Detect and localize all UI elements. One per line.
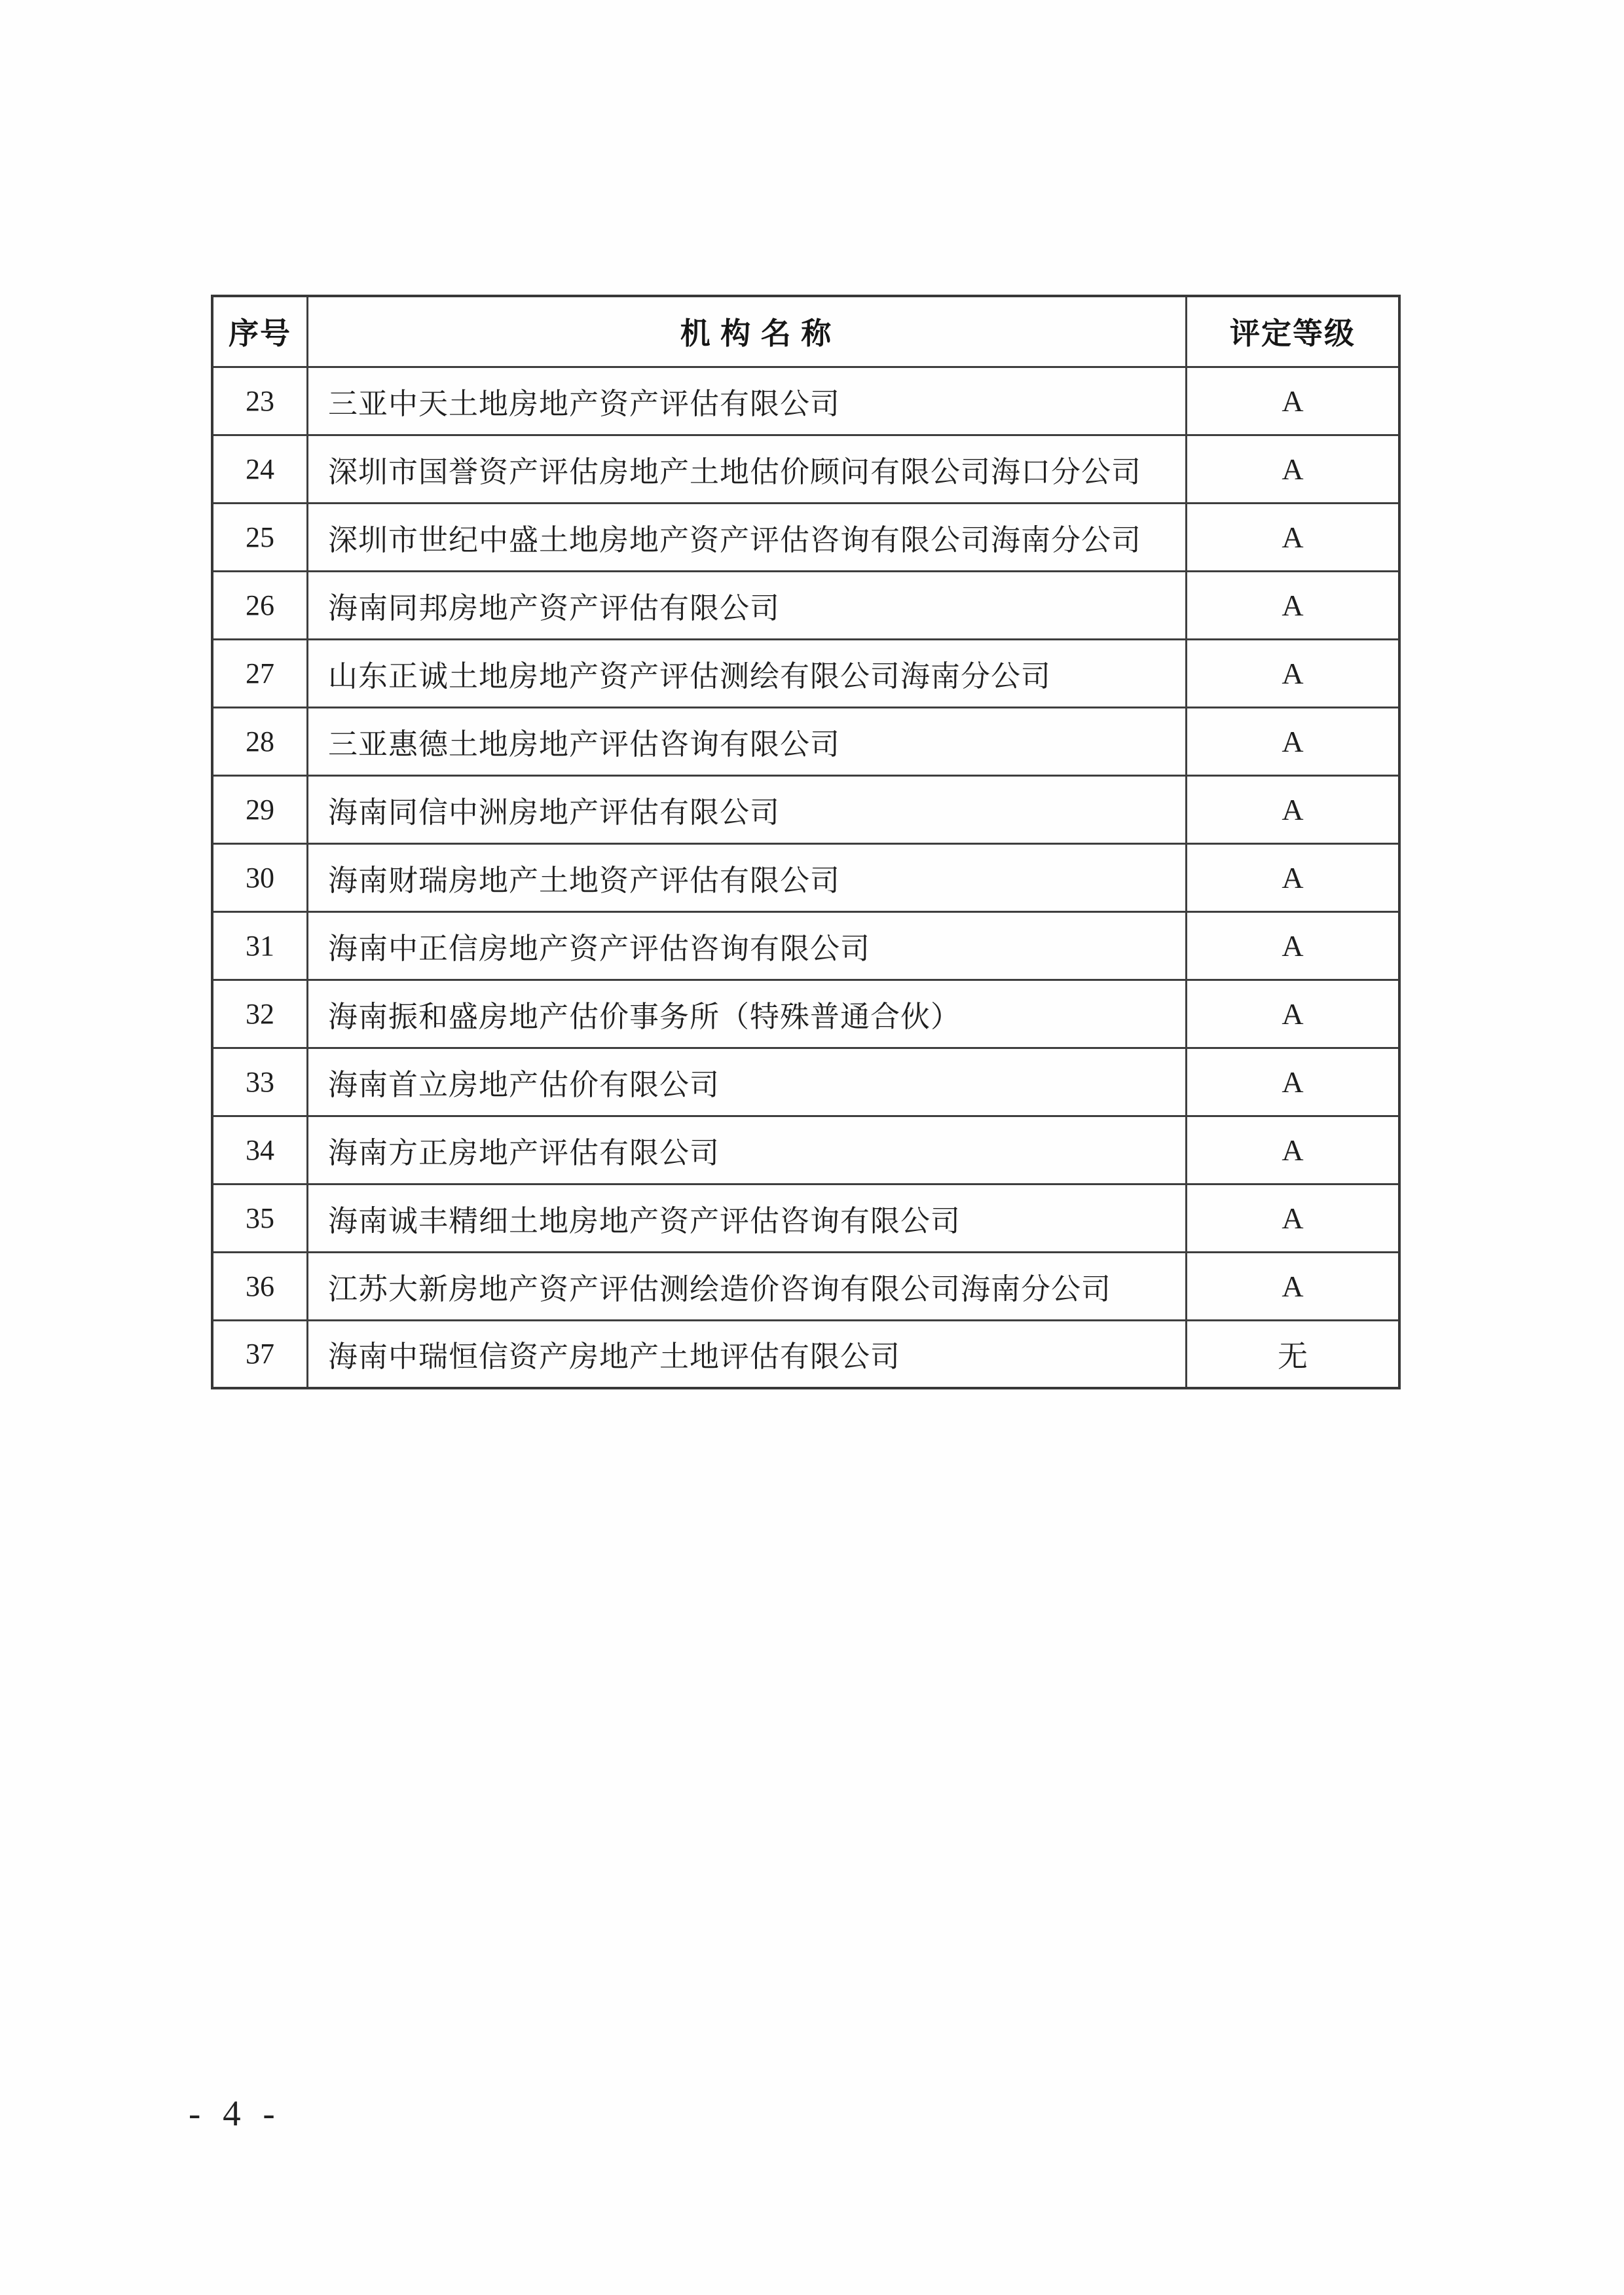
index-cell: 30: [212, 843, 308, 911]
grade-cell: A: [1187, 1252, 1400, 1320]
institution-name-cell: 海南中瑞恒信资产房地产土地评估有限公司: [308, 1320, 1187, 1388]
institution-name-cell: 江苏大新房地产资产评估测绘造价咨询有限公司海南分公司: [308, 1252, 1187, 1320]
index-cell: 23: [212, 367, 308, 435]
rating-table: [211, 295, 1401, 1389]
grade-cell: A: [1187, 571, 1400, 639]
grade-cell: A: [1187, 707, 1400, 775]
table-row: [212, 503, 1399, 571]
grade-cell: A: [1187, 911, 1400, 980]
institution-name-cell: 海南振和盛房地产估价事务所（特殊普通合伙）: [308, 980, 1187, 1048]
institution-name-cell: 山东正诚土地房地产资产评估测绘有限公司海南分公司: [308, 639, 1187, 707]
table-row: [212, 367, 1399, 435]
index-cell: 33: [212, 1048, 308, 1116]
index-cell: 27: [212, 639, 308, 707]
institution-name-cell: 三亚惠德土地房地产评估咨询有限公司: [308, 707, 1187, 775]
index-cell: 26: [212, 571, 308, 639]
grade-cell: 无: [1187, 1320, 1400, 1388]
institution-name-cell: 海南诚丰精细土地房地产资产评估咨询有限公司: [308, 1184, 1187, 1252]
institution-name-cell: 海南财瑞房地产土地资产评估有限公司: [308, 843, 1187, 911]
header-grade: 评定等级: [1187, 296, 1400, 367]
index-cell: 36: [212, 1252, 308, 1320]
index-cell: 35: [212, 1184, 308, 1252]
table-row: [212, 911, 1399, 980]
grade-cell: A: [1187, 367, 1400, 435]
table-row: [212, 980, 1399, 1048]
institution-name-cell: 深圳市世纪中盛土地房地产资产评估咨询有限公司海南分公司: [308, 503, 1187, 571]
grade-cell: A: [1187, 980, 1400, 1048]
table-row: [212, 707, 1399, 775]
institution-name-cell: 海南方正房地产评估有限公司: [308, 1116, 1187, 1184]
institution-name-cell: 海南同邦房地产资产评估有限公司: [308, 571, 1187, 639]
header-row: [212, 296, 1399, 367]
index-cell: 31: [212, 911, 308, 980]
table-row: [212, 1184, 1399, 1252]
grade-cell: A: [1187, 843, 1400, 911]
index-cell: 34: [212, 1116, 308, 1184]
institution-name-cell: 海南中正信房地产资产评估咨询有限公司: [308, 911, 1187, 980]
rating-table-header: [212, 296, 1399, 367]
header-index: 序号: [212, 296, 308, 367]
index-cell: 24: [212, 435, 308, 503]
index-cell: 28: [212, 707, 308, 775]
institution-name-cell: 三亚中天土地房地产资产评估有限公司: [308, 367, 1187, 435]
index-cell: 37: [212, 1320, 308, 1388]
table-row: [212, 843, 1399, 911]
grade-cell: A: [1187, 1116, 1400, 1184]
grade-cell: A: [1187, 435, 1400, 503]
institution-name-cell: 海南首立房地产估价有限公司: [308, 1048, 1187, 1116]
table-row: [212, 1320, 1399, 1388]
table-row: [212, 1116, 1399, 1184]
grade-cell: A: [1187, 775, 1400, 843]
grade-cell: A: [1187, 1048, 1400, 1116]
header-institution-name: 机 构 名 称: [308, 296, 1187, 367]
index-cell: 25: [212, 503, 308, 571]
grade-cell: A: [1187, 639, 1400, 707]
institution-name-cell: 深圳市国誉资产评估房地产土地估价顾问有限公司海口分公司: [308, 435, 1187, 503]
table-body: [212, 367, 1399, 1388]
table-row: [212, 571, 1399, 639]
index-cell: 29: [212, 775, 308, 843]
table-row: [212, 1252, 1399, 1320]
page-number: - 4 -: [189, 2093, 282, 2133]
index-cell: 32: [212, 980, 308, 1048]
grade-cell: A: [1187, 503, 1400, 571]
grade-cell: A: [1187, 1184, 1400, 1252]
table-row: [212, 435, 1399, 503]
institution-name-cell: 海南同信中洲房地产评估有限公司: [308, 775, 1187, 843]
table-row: [212, 639, 1399, 707]
table-row: [212, 775, 1399, 843]
table-row: [212, 1048, 1399, 1116]
